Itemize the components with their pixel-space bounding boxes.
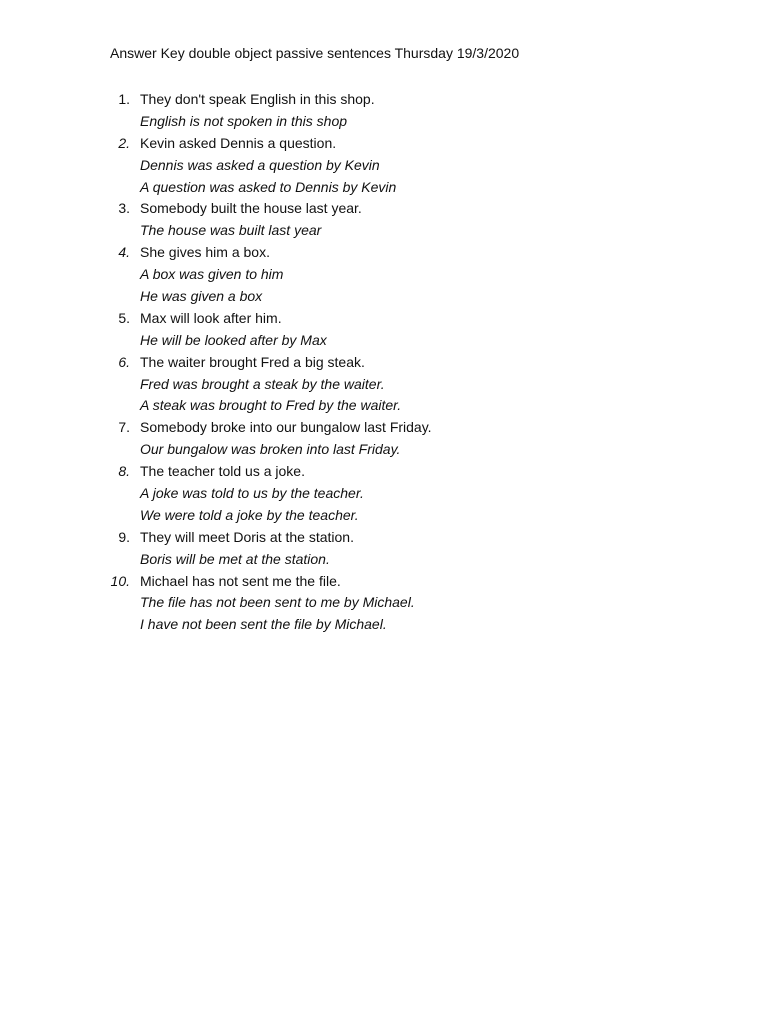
item-number: 9. xyxy=(118,528,130,545)
item-sentence-line xyxy=(110,571,730,593)
item-number: 5. xyxy=(118,309,130,326)
item-sentence: Michael has not sent me the file. xyxy=(140,572,341,589)
item-answer: Dennis was asked a question by Kevin xyxy=(140,156,380,173)
item-sentence-line xyxy=(110,461,730,483)
item-number: 10. xyxy=(110,572,130,589)
item-sentence: Somebody broke into our bungalow last Friday. xyxy=(140,419,432,436)
item-sentence: Somebody built the house last year. xyxy=(140,200,362,217)
item-sentence: They don't speak English in this shop. xyxy=(140,91,375,107)
list-item xyxy=(110,527,730,571)
item-answer: A question was asked to Dennis by Kevin xyxy=(140,178,397,195)
item-number: 2. xyxy=(118,134,130,151)
item-sentence: Kevin asked Dennis a question. xyxy=(140,134,337,151)
item-number: 4. xyxy=(118,244,130,261)
item-answer: A steak was brought to Fred by the waiter. xyxy=(140,397,402,414)
list-item xyxy=(110,352,730,418)
item-sentence-line xyxy=(110,352,730,374)
list-item xyxy=(110,89,730,133)
item-answer: A box was given to him xyxy=(140,266,284,283)
list-item xyxy=(110,461,730,527)
item-sentence-line xyxy=(110,242,730,264)
item-answer: The house was built last year xyxy=(140,222,322,239)
list-item xyxy=(110,242,730,308)
item-answer: The file has not been sent to me by Michael. xyxy=(140,594,415,611)
list-item xyxy=(110,198,730,242)
item-number: 6. xyxy=(118,353,130,370)
answer-list xyxy=(110,89,730,636)
item-answer: A joke was told to us by the teacher. xyxy=(140,485,364,502)
item-answer: English is not spoken in this shop xyxy=(140,112,348,129)
item-sentence: The waiter brought Fred a big steak. xyxy=(140,353,365,370)
item-answer: We were told a joke by the teacher. xyxy=(140,506,359,523)
item-sentence-line xyxy=(110,89,730,111)
item-number: 7. xyxy=(118,419,130,436)
item-sentence: The teacher told us a joke. xyxy=(140,463,305,480)
document-title: Answer Key double object passive sentences Thursday 19/3/2020 xyxy=(110,45,520,61)
item-answer: He was given a box xyxy=(140,288,263,305)
list-item xyxy=(110,417,730,461)
item-number: 1. xyxy=(118,91,130,107)
item-answer: Our bungalow was broken into last Friday. xyxy=(140,441,401,458)
item-number: 3. xyxy=(118,200,130,217)
item-answer: Fred was brought a steak by the waiter. xyxy=(140,375,385,392)
item-sentence: They will meet Doris at the station. xyxy=(140,528,354,545)
item-sentence: Max will look after him. xyxy=(140,309,282,326)
item-answer: I have not been sent the file by Michael. xyxy=(140,616,387,633)
item-sentence-line xyxy=(110,527,730,549)
item-answer: He will be looked after by Max xyxy=(140,331,327,348)
item-sentence-line xyxy=(110,198,730,220)
item-sentence-line xyxy=(110,308,730,330)
item-number: 8. xyxy=(118,463,130,480)
list-item xyxy=(110,308,730,352)
list-item xyxy=(110,133,730,199)
list-item xyxy=(110,571,730,637)
item-answer: Boris will be met at the station. xyxy=(140,550,330,567)
item-sentence: She gives him a box. xyxy=(140,244,270,261)
item-sentence-line xyxy=(110,133,730,155)
item-sentence-line xyxy=(110,417,730,439)
